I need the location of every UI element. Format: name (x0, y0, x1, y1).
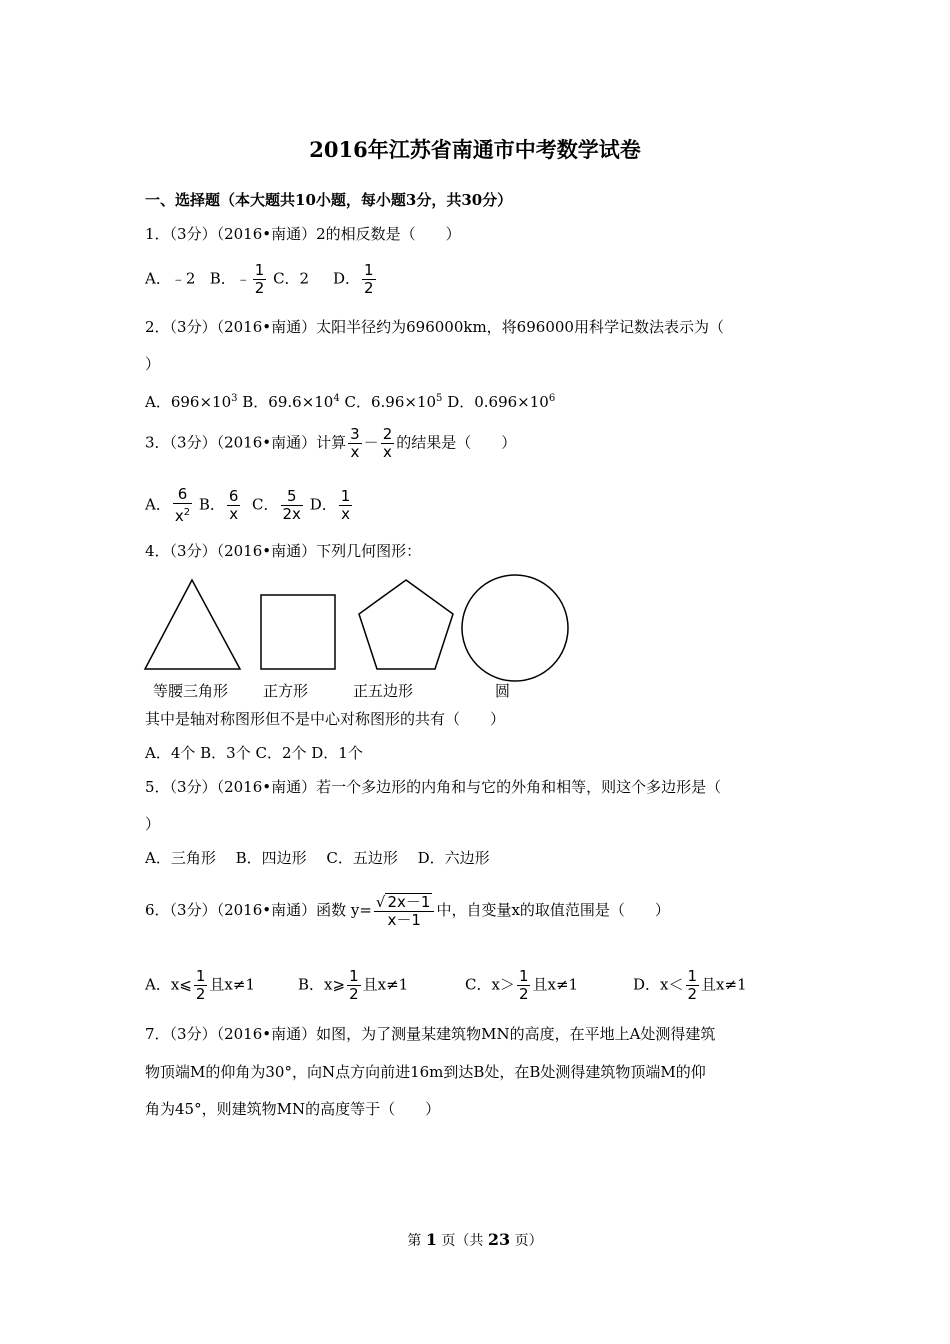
q7-line-1: 7．（3分）（2016•南通）如图，为了测量某建筑物MN的高度，在平地上A处测得建筑 (145, 1025, 716, 1043)
q1-b-num: 1 (254, 261, 265, 279)
q3-t1-num: 3 (350, 425, 360, 443)
q6-d-fraction (686, 968, 700, 1003)
q1-d-den: 2 (363, 279, 374, 297)
q6-option-b (298, 968, 408, 1003)
q3-b-fraction (227, 488, 241, 523)
q3-b-num: 6 (228, 487, 239, 505)
q6-a-den: 2 (195, 985, 206, 1003)
q3-stem-post: 的结果是（ ） (396, 433, 517, 452)
q2-option-b: B．69.6×10 (237, 393, 334, 411)
q3-stem (145, 426, 516, 461)
page-footer (0, 1230, 950, 1250)
q3-options (145, 486, 354, 525)
q3-a-den-wrap (173, 503, 192, 525)
q6-b-pre: B．x⩾ (298, 975, 346, 994)
q6-b-fraction (347, 968, 361, 1003)
q1-b-den: 2 (254, 279, 265, 297)
q3-t1-den: x (348, 443, 362, 461)
q3-option-a: A． (145, 495, 171, 514)
shape-label-circle: 圆 (495, 682, 511, 700)
q6-a-post: 且x≠1 (209, 975, 255, 994)
q6-function-fraction (374, 893, 435, 929)
q6-d-pre: D．x＜ (633, 975, 684, 994)
q6-option-d (633, 968, 747, 1003)
q6-b-den: 2 (349, 985, 359, 1003)
q3-d-den: x (339, 505, 353, 523)
q6-d-num: 1 (687, 967, 698, 985)
q6-a-num: 1 (195, 967, 206, 985)
shape-label-square: 正方形 (263, 682, 309, 700)
q2-stem-end: ） (145, 355, 161, 373)
q5-options: A．三角形 B．四边形 C．五边形 D．六边形 (145, 849, 490, 867)
q5-stem: 5．（3分）（2016•南通）若一个多边形的内角和与它的外角和相等，则这个多边形是（ (145, 778, 722, 796)
q6-d-den: 2 (687, 985, 698, 1003)
q7-line-3: 角为45°，则建筑物MN的高度等于（ ） (145, 1100, 441, 1118)
q3-a-fraction (173, 486, 192, 525)
q3-option-d: D． (309, 495, 337, 514)
q2-stem: 2．（3分）（2016•南通）太阳半径约为696000km，将696000用科学记数法表示为（ (145, 318, 724, 336)
q1-option-b: B．﹣ (209, 269, 251, 288)
q6-num: 2x－1 (387, 893, 431, 911)
q2-option-a: A．696×10 (145, 393, 232, 411)
q6-a-pre: A．x⩽ (145, 975, 192, 994)
q3-a-num: 6 (177, 485, 188, 503)
q6-c-num: 1 (518, 967, 529, 985)
q4-stem: 4．（3分）（2016•南通）下列几何图形： (145, 542, 422, 560)
q3-a-den: x (174, 507, 184, 525)
q3-stem-pre: 3．（3分）（2016•南通）计算 (145, 433, 347, 452)
q1-option-c: C．2 (273, 269, 310, 288)
q1-d-num: 1 (363, 261, 374, 279)
q7-line-2: 物顶端M的仰角为30°，向N点方向前进16m到达B处，在B处测得建筑物顶端M的仰 (145, 1063, 706, 1081)
q4-question: 其中是轴对称图形但不是中心对称图形的共有（ ） (145, 710, 506, 728)
q3-t2-den: x (381, 443, 395, 461)
shape-label-pentagon: 正五边形 (353, 682, 414, 700)
footer-mid: 页（共 (441, 1233, 484, 1249)
page-title: 2016年江苏省南通市中考数学试卷 (309, 137, 641, 162)
q3-c-den: 2x (282, 505, 301, 523)
q1-option-b-fraction (253, 262, 267, 297)
q6-stem (145, 893, 670, 929)
q3-option-b: B． (198, 495, 225, 514)
q3-t2-num: 2 (382, 425, 393, 443)
q1-options (145, 262, 378, 297)
q2-option-c: C．6.96×10 (339, 393, 437, 411)
q6-b-post: 且x≠1 (362, 975, 409, 994)
q3-b-den: x (227, 505, 241, 523)
q6-c-pre: C．x＞ (465, 975, 515, 994)
q1-stem: 1．（3分）（2016•南通）2的相反数是（ ） (145, 225, 461, 243)
q4-options: A．4个 B．3个 C．2个 D．1个 (145, 744, 363, 762)
q6-stem-pre: 6．（3分）（2016•南通）函数 y= (145, 901, 372, 919)
q2-options (145, 388, 555, 413)
q1-option-a: A．﹣2 (145, 269, 196, 288)
q3-term2 (381, 426, 395, 461)
q6-stem-post: 中，自变量x的取值范围是（ ） (436, 901, 670, 919)
q6-option-a (145, 968, 255, 1003)
q6-d-post: 且x≠1 (701, 975, 747, 994)
q1-option-d-fraction (362, 262, 376, 297)
q3-a-den-exp: 2 (183, 507, 191, 518)
footer-pre: 第 (407, 1233, 422, 1249)
square-shape (261, 595, 335, 669)
shape-label-triangle: 等腰三角形 (153, 682, 229, 700)
footer-total-pages: 23 (487, 1230, 511, 1249)
q3-c-num: 5 (286, 487, 297, 505)
q6-option-c (465, 968, 578, 1003)
q3-d-num: 1 (340, 487, 351, 505)
q3-d-fraction (339, 488, 353, 523)
circle-shape (462, 575, 568, 681)
q6-b-num: 1 (349, 967, 359, 985)
footer-post: 页） (514, 1233, 543, 1249)
q2-b-exp: 4 (333, 393, 340, 404)
q2-a-exp: 3 (231, 393, 238, 404)
q6-num-wrap: √ 2x－1 (375, 893, 431, 911)
footer-page-number: 1 (425, 1230, 437, 1249)
q6-a-fraction (194, 968, 208, 1003)
q3-term1 (348, 426, 362, 461)
q3-option-c: C． (252, 495, 279, 514)
q1-option-d: D． (332, 269, 360, 288)
q3-c-fraction (281, 488, 303, 523)
regular-pentagon-shape (359, 580, 453, 669)
q6-c-post: 且x≠1 (532, 975, 579, 994)
q6-den: x－1 (374, 911, 435, 929)
q3-minus: － (363, 433, 379, 452)
q6-c-den: 2 (518, 985, 529, 1003)
q6-c-fraction (517, 968, 531, 1003)
section-heading: 一、选择题（本大题共10小题，每小题3分，共30分） (145, 191, 513, 209)
q2-c-exp: 5 (436, 393, 443, 404)
isosceles-triangle-shape (145, 580, 240, 669)
q2-option-d: D．0.696×10 (442, 393, 549, 411)
q5-stem-end: ） (145, 815, 161, 833)
q2-d-exp: 6 (548, 393, 556, 404)
